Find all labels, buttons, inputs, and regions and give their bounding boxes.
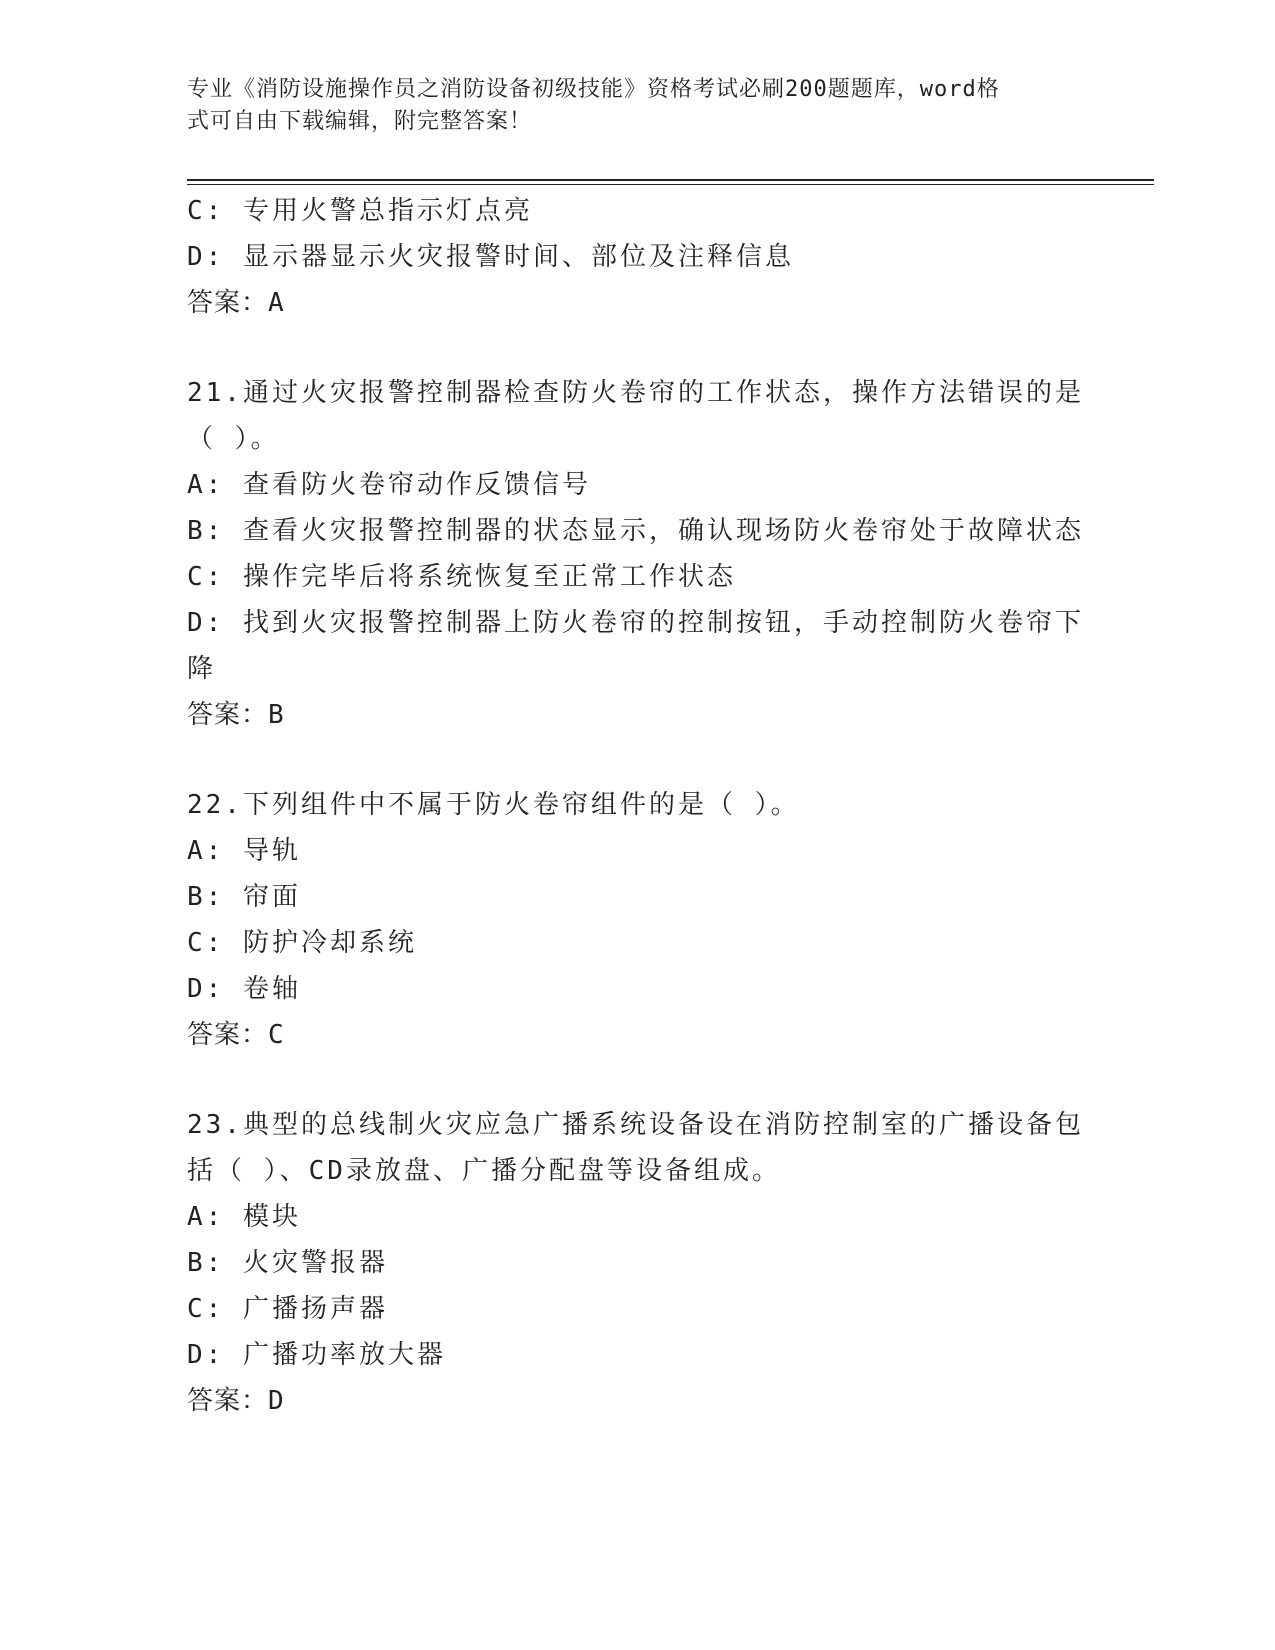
question-stem-cont: （ ）。 (187, 424, 280, 454)
answer: 答案：C (187, 1020, 285, 1050)
question-stem: 21.通过火灾报警控制器检查防火卷帘的工作状态，操作方法错误的是 (187, 378, 1084, 408)
question-stem-cont: 括（ ）、CD录放盘、广播分配盘等设备组成。 (187, 1156, 781, 1186)
option-d: D: 显示器显示火灾报警时间、部位及注释信息 (187, 242, 794, 272)
option-c: C: 广播扬声器 (187, 1294, 388, 1324)
option-b: B: 查看火灾报警控制器的状态显示，确认现场防火卷帘处于故障状态 (187, 516, 1084, 546)
header-divider-thick (187, 179, 1154, 181)
answer: 答案：A (187, 288, 285, 318)
header-line-1: 专业《消防设施操作员之消防设备初级技能》资格考试必刷200题题库，word格 (187, 77, 1000, 102)
spacer (187, 738, 1087, 782)
spacer (187, 1058, 1087, 1102)
option-c: C: 专用火警总指示灯点亮 (187, 196, 533, 226)
question-stem: 22.下列组件中不属于防火卷帘组件的是（ ）。 (187, 790, 800, 820)
option-a: A: 模块 (187, 1202, 301, 1232)
question-list (187, 188, 1087, 1424)
document-header (187, 74, 1077, 138)
question-21 (187, 370, 1087, 738)
option-b: B: 火灾警报器 (187, 1248, 388, 1278)
question-23 (187, 1102, 1087, 1424)
option-a: A: 查看防火卷帘动作反馈信号 (187, 470, 591, 500)
header-line-2: 式可自由下载编辑，附完整答案！ (187, 109, 533, 134)
option-c: C: 防护冷却系统 (187, 928, 417, 958)
question-20-tail (187, 188, 1087, 326)
option-d: D: 卷轴 (187, 974, 301, 1004)
spacer (187, 326, 1087, 370)
question-22 (187, 782, 1087, 1058)
option-c: C: 操作完毕后将系统恢复至正常工作状态 (187, 562, 736, 592)
option-a: A: 导轨 (187, 836, 301, 866)
option-d-cont: 降 (187, 654, 217, 684)
answer: 答案：B (187, 700, 285, 730)
header-divider-thin (187, 184, 1154, 185)
answer: 答案：D (187, 1386, 285, 1416)
option-d: D: 找到火灾报警控制器上防火卷帘的控制按钮，手动控制防火卷帘下 (187, 608, 1084, 638)
option-d: D: 广播功率放大器 (187, 1340, 446, 1370)
question-stem: 23.典型的总线制火灾应急广播系统设备设在消防控制室的广播设备包 (187, 1110, 1084, 1140)
option-b: B: 帘面 (187, 882, 301, 912)
